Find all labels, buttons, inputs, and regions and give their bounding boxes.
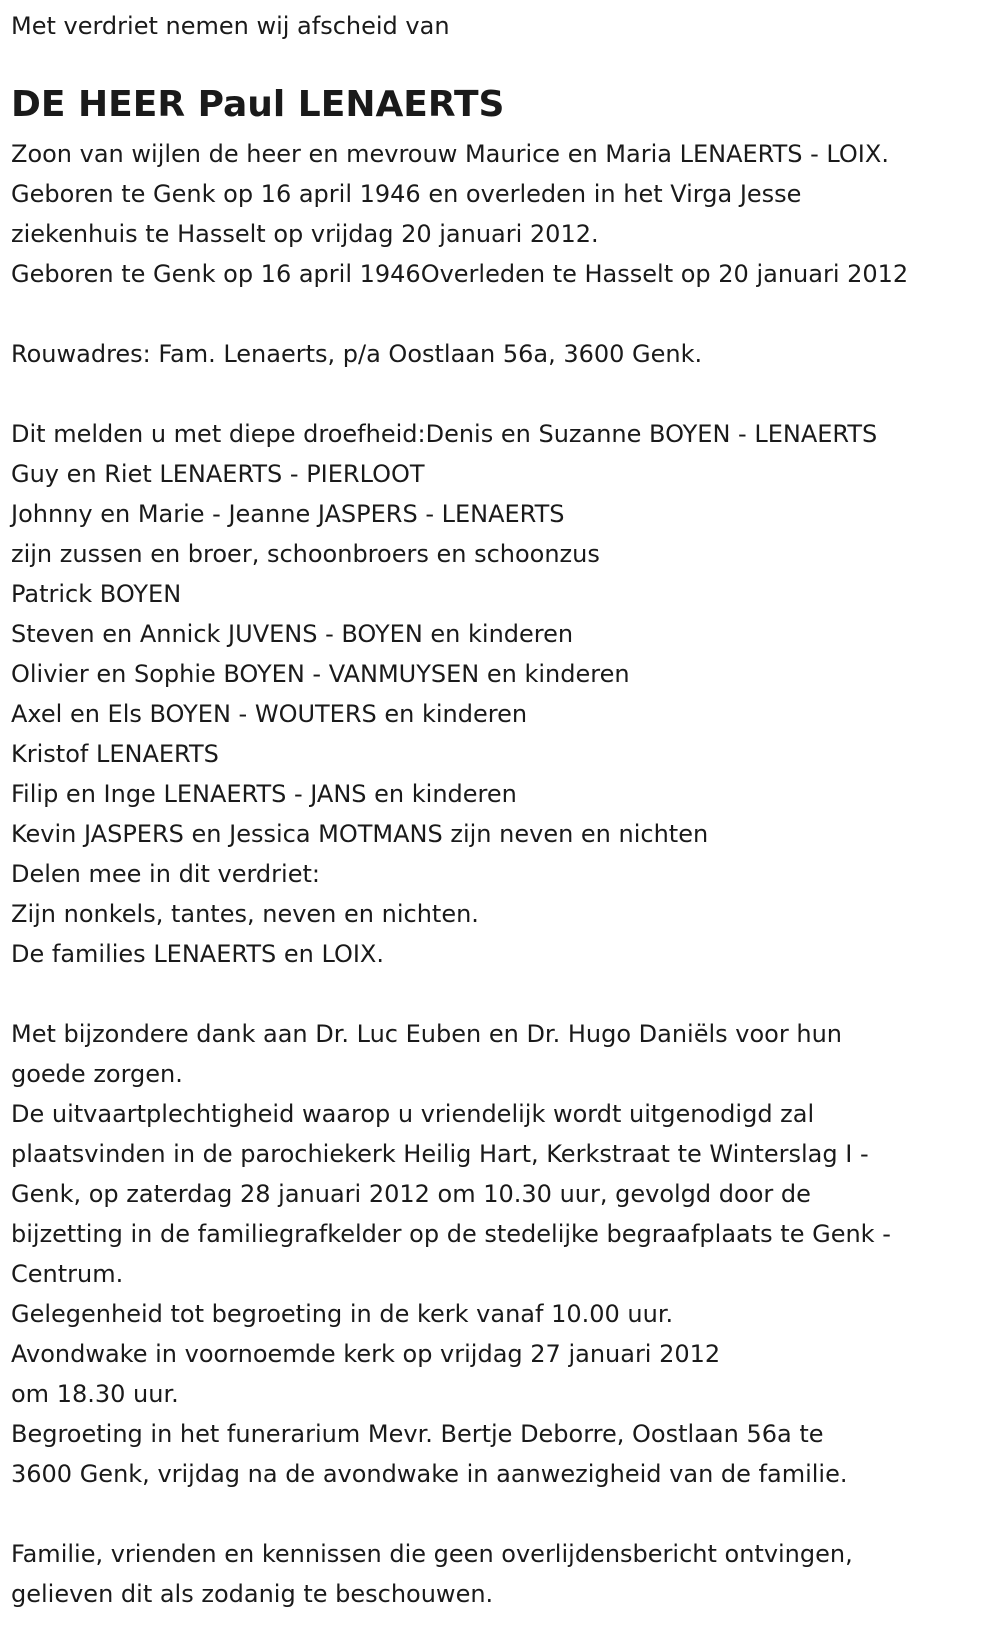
notice-body: [11, 134, 990, 1614]
arrangement-line: De uitvaartplechtigheid waarop u vriendelijk wordt uitgenodigd zal: [11, 1100, 815, 1128]
closing-line: gelieven dit als zodanig te beschouwen.: [11, 1580, 494, 1608]
mourner-line: Dit melden u met diepe droefheid:Denis en Suzanne BOYEN - LENAERTS: [11, 420, 878, 448]
detail-line: Geboren te Genk op 16 april 1946Overleden te Hasselt op 20 januari 2012: [11, 260, 909, 288]
arrangement-line: Centrum.: [11, 1260, 124, 1288]
closing-line: Familie, vrienden en kennissen die geen overlijdensbericht ontvingen,: [11, 1540, 853, 1568]
mourner-line: Guy en Riet LENAERTS - PIERLOOT: [11, 460, 425, 488]
mourner-line: Axel en Els BOYEN - WOUTERS en kinderen: [11, 700, 528, 728]
arrangement-line: Genk, op zaterdag 28 januari 2012 om 10.30 uur, gevolgd door de: [11, 1180, 811, 1208]
arrangements-section: [11, 1014, 990, 1494]
arrangement-line: om 18.30 uur.: [11, 1380, 179, 1408]
mourner-line: Kevin JASPERS en Jessica MOTMANS zijn neven en nichten: [11, 820, 709, 848]
mourner-line: Zijn nonkels, tantes, neven en nichten.: [11, 900, 479, 928]
mourner-line: De families LENAERTS en LOIX.: [11, 940, 384, 968]
spacer: [11, 374, 990, 414]
mourners-section: [11, 414, 990, 974]
intro-line: Met verdriet nemen wij afscheid van: [11, 12, 450, 40]
mourner-line: zijn zussen en broer, schoonbroers en schoonzus: [11, 540, 600, 568]
mourner-line: Filip en Inge LENAERTS - JANS en kinderen: [11, 780, 517, 808]
spacer: [11, 294, 990, 334]
arrangement-line: Begroeting in het funerarium Mevr. Bertje Deborre, Oostlaan 56a te: [11, 1420, 824, 1448]
mourner-line: Johnny en Marie - Jeanne JASPERS - LENAERTS: [11, 500, 565, 528]
spacer: [11, 1494, 990, 1534]
arrangement-line: goede zorgen.: [11, 1060, 183, 1088]
arrangement-line: bijzetting in de familiegrafkelder op de stedelijke begraafplaats te Genk -: [11, 1220, 891, 1248]
arrangement-line: 3600 Genk, vrijdag na de avondwake in aanwezigheid van de familie.: [11, 1460, 848, 1488]
mourner-line: Kristof LENAERTS: [11, 740, 219, 768]
arrangement-line: Avondwake in voornoemde kerk op vrijdag 27 januari 2012: [11, 1340, 721, 1368]
mourner-line: Steven en Annick JUVENS - BOYEN en kinderen: [11, 620, 574, 648]
closing-section: [11, 1534, 990, 1614]
detail-line: Zoon van wijlen de heer en mevrouw Maurice en Maria LENAERTS - LOIX.: [11, 140, 889, 168]
deceased-name: DE HEER Paul LENAERTS: [11, 84, 505, 125]
arrangement-line: plaatsvinden in de parochiekerk Heilig Hart, Kerkstraat te Winterslag I -: [11, 1140, 869, 1168]
mourning-address: Rouwadres: Fam. Lenaerts, p/a Oostlaan 56a, 3600 Genk.: [11, 340, 703, 368]
detail-line: Geboren te Genk op 16 april 1946 en overleden in het Virga Jesse: [11, 180, 802, 208]
spacer: [11, 974, 990, 1014]
detail-line: ziekenhuis te Hasselt op vrijdag 20 januari 2012.: [11, 220, 599, 248]
mourner-line: Delen mee in dit verdriet:: [11, 860, 320, 888]
mourner-line: Olivier en Sophie BOYEN - VANMUYSEN en kinderen: [11, 660, 630, 688]
details-section: [11, 134, 990, 294]
arrangement-line: Met bijzondere dank aan Dr. Luc Euben en Dr. Hugo Daniëls voor hun: [11, 1020, 842, 1048]
arrangement-line: Gelegenheid tot begroeting in de kerk vanaf 10.00 uur.: [11, 1300, 674, 1328]
mourner-line: Patrick BOYEN: [11, 580, 182, 608]
